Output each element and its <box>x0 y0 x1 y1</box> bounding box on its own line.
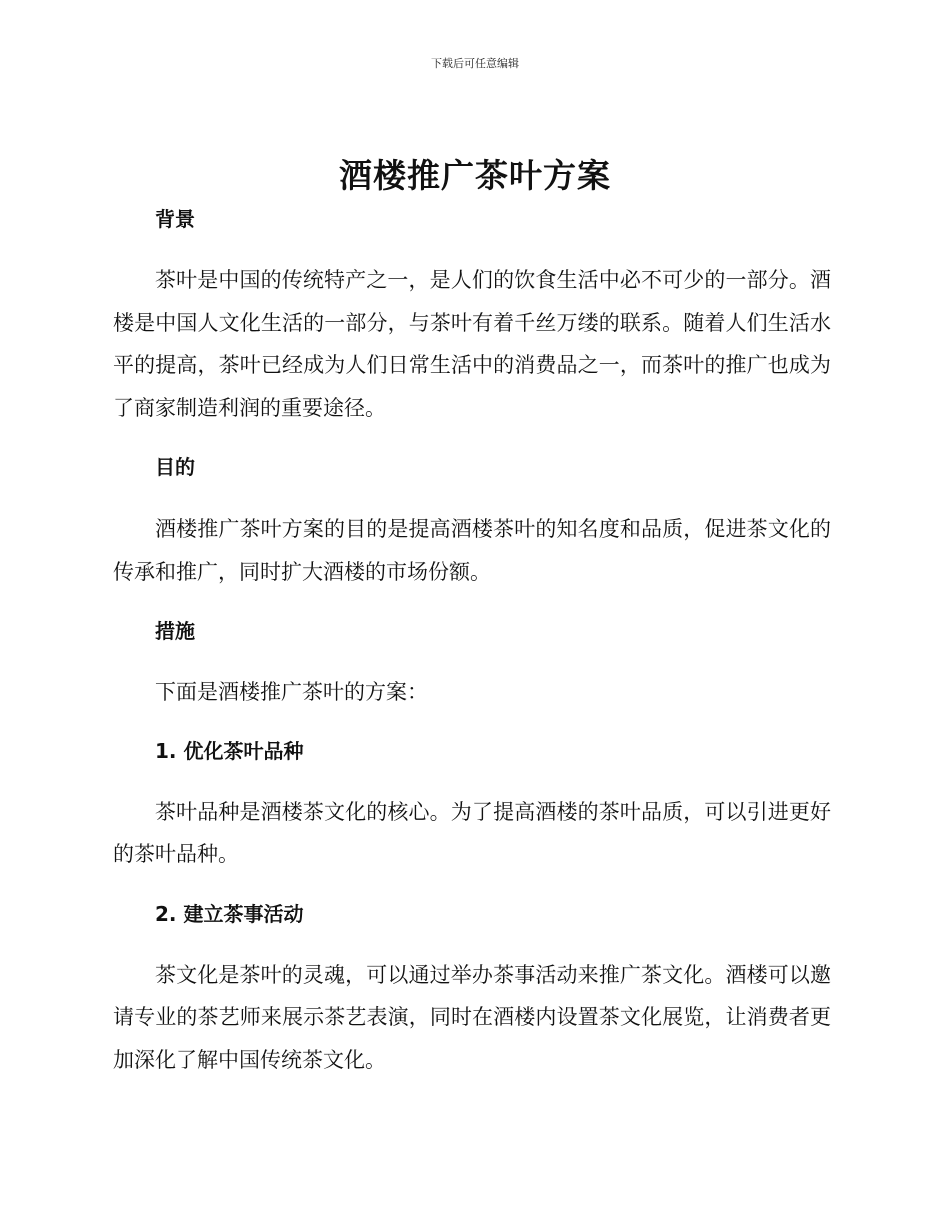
section-optimize-tea-varieties <box>113 737 831 876</box>
section-heading: 1. 优化茶叶品种 <box>155 738 304 763</box>
section-paragraph: 酒楼推广茶叶方案的目的是提高酒楼茶叶的知名度和品质，促进茶文化的传承和推广，同时扩大酒楼的市场份额。 <box>113 517 831 584</box>
header-note: 下载后可任意编辑 <box>431 57 519 70</box>
section-paragraph: 茶叶是中国的传统特产之一，是人们的饮食生活中必不可少的一部分。酒楼是中国人文化生活的一部分，与茶叶有着千丝万缕的联系。随着人们生活水平的提高，茶叶已经成为人们日常生活中的消费品之一，而茶叶的推广也成为了商家制造利润的重要途径。 <box>113 268 831 420</box>
section-heading: 背景 <box>155 207 195 231</box>
section-heading: 2. 建立茶事活动 <box>155 901 304 926</box>
section-heading: 目的 <box>155 455 195 479</box>
section-paragraph: 茶文化是茶叶的灵魂，可以通过举办茶事活动来推广茶文化。酒楼可以邀请专业的茶艺师来展示茶艺表演，同时在酒楼内设置茶文化展览，让消费者更加深化了解中国传统茶文化。 <box>113 962 831 1072</box>
document-body <box>113 205 831 1081</box>
section-measures <box>113 617 831 714</box>
section-purpose <box>113 453 831 593</box>
section-paragraph: 下面是酒楼推广茶叶的方案： <box>155 680 428 704</box>
section-tea-events <box>113 900 831 1082</box>
section-paragraph: 茶叶品种是酒楼茶文化的核心。为了提高酒楼的茶叶品质，可以引进更好的茶叶品种。 <box>113 799 831 866</box>
section-background <box>113 205 831 429</box>
section-heading: 措施 <box>155 619 195 643</box>
document-title: 酒楼推广茶叶方案 <box>339 156 611 195</box>
